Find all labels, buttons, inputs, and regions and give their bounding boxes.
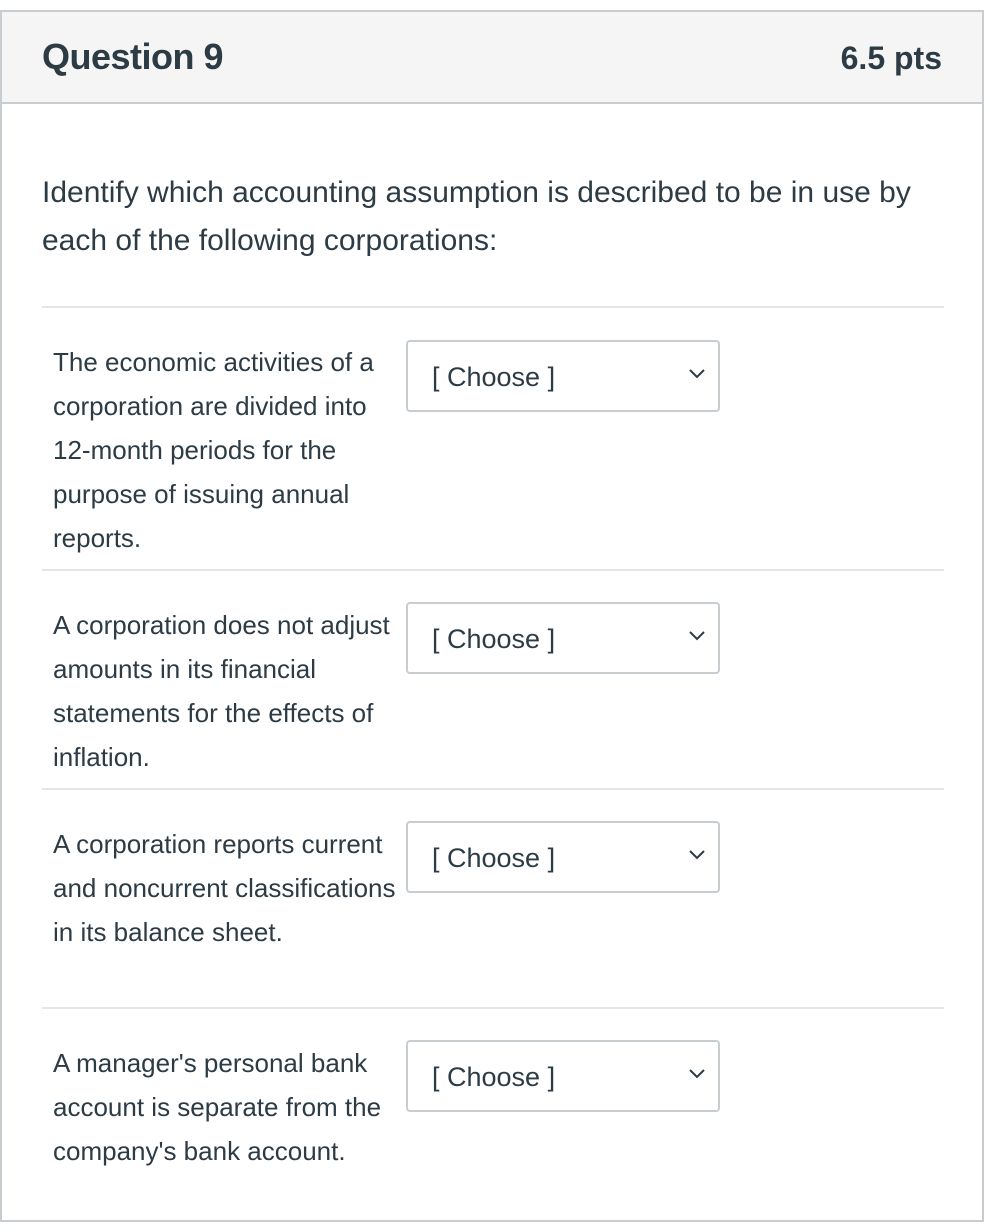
- question-text: Identify which accounting assumption is described to be in use by each of the following corporations:: [42, 176, 911, 257]
- answer-label-3: A corporation reports current and noncurrent classifications in its balance sheet.: [53, 829, 396, 947]
- question-card: [0, 10, 984, 1222]
- chevron-down-icon: [688, 368, 706, 380]
- answer-select-3[interactable]: [406, 821, 720, 893]
- answer-select-2[interactable]: [406, 602, 720, 674]
- answer-row-4: [42, 1007, 944, 1189]
- question-title: Question 9: [42, 36, 224, 77]
- chevron-down-icon: [688, 630, 706, 642]
- answer-label-4: A manager's personal bank account is separate from the company's bank account.: [53, 1048, 382, 1166]
- question-points: 6.5 pts: [840, 40, 942, 76]
- answer-row-3: [42, 788, 944, 1008]
- question-header: [2, 12, 982, 104]
- chevron-down-icon: [688, 1068, 706, 1080]
- answer-select-1[interactable]: [406, 340, 720, 412]
- answer-label-2: A corporation does not adjust amounts in its financial statements for the effects of inflation.: [53, 610, 390, 772]
- select-value-3: [ Choose ]: [432, 843, 556, 873]
- select-value-2: [ Choose ]: [432, 624, 556, 654]
- select-value-4: [ Choose ]: [432, 1062, 556, 1092]
- select-value-1: [ Choose ]: [432, 362, 556, 392]
- answer-label-1: The economic activities of a corporation are divided into 12-month periods for the purpose of issuing annual reports.: [53, 347, 374, 553]
- answer-row-1: [42, 306, 944, 570]
- chevron-down-icon: [688, 849, 706, 861]
- answer-row-2: [42, 569, 944, 789]
- answer-select-4[interactable]: [406, 1040, 720, 1112]
